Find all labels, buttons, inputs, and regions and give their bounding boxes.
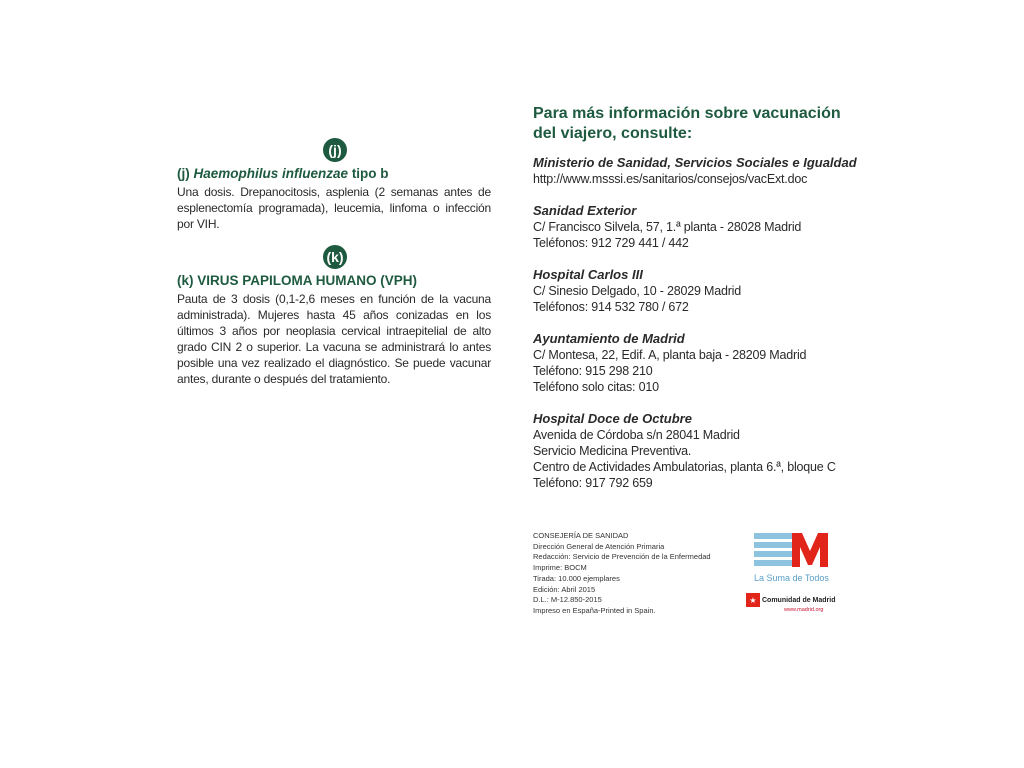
- contact-name: Ayuntamiento de Madrid: [533, 331, 685, 346]
- credit-line: CONSEJERÍA DE SANIDAD: [533, 531, 629, 540]
- contact-line: Teléfonos: 912 729 441 / 442: [533, 236, 689, 250]
- section-k-title: (k) VIRUS PAPILOMA HUMANO (VPH): [177, 273, 418, 288]
- section-k-badge: (k): [323, 245, 347, 269]
- publication-credits: [533, 531, 711, 617]
- contact-entry: [533, 267, 863, 315]
- right-column: [533, 104, 863, 507]
- comunidad-madrid-flag-icon: [746, 593, 760, 607]
- contact-entry: [533, 331, 863, 395]
- contact-name: Sanidad Exterior: [533, 203, 637, 218]
- contact-line: http://www.msssi.es/sanitarios/consejos/vacExt.doc: [533, 172, 808, 186]
- contact-entry: [533, 155, 863, 187]
- info-title: Para más información sobre vacunación del viajero, consulte:: [533, 105, 841, 142]
- contact-line: Avenida de Córdoba s/n 28041 Madrid: [533, 428, 740, 442]
- left-column: [177, 138, 491, 387]
- comunidad-madrid-logo: [740, 527, 848, 619]
- credit-line: Tirada: 10.000 ejemplares: [533, 573, 620, 583]
- section-j-badge: (j): [323, 138, 347, 162]
- credit-line: Edición: Abril 2015: [533, 584, 596, 594]
- contact-line: C/ Sinesio Delgado, 10 - 28029 Madrid: [533, 284, 742, 298]
- contact-name: Hospital Carlos III: [533, 267, 643, 282]
- credit-line: D.L.: M-12.850-2015: [533, 595, 602, 605]
- credit-line: Imprime: BOCM: [533, 563, 587, 573]
- contact-line: Teléfono solo citas: 010: [533, 380, 659, 394]
- contact-line: Teléfono: 917 792 659: [533, 476, 653, 490]
- contact-name: Ministerio de Sanidad, Servicios Sociales e Igualdad: [533, 155, 857, 170]
- contact-list: [533, 155, 863, 491]
- section-k: [177, 245, 491, 387]
- contact-line: C/ Montesa, 22, Edif. A, planta baja - 28209 Madrid: [533, 348, 807, 362]
- org-url: www.madrid.org: [784, 607, 824, 613]
- credit-line: Impreso en España-Printed in Spain.: [533, 605, 656, 615]
- contact-line: Servicio Medicina Preventiva.: [533, 444, 692, 458]
- contact-line: Teléfonos: 914 532 780 / 672: [533, 300, 689, 314]
- section-j-body: Una dosis. Drepanocitosis, asplenia (2 semanas antes de esplenectomía programada), leucemia, linfoma o infección por VIH.: [177, 185, 491, 231]
- contact-entry: [533, 411, 863, 491]
- svg-text:★: ★: [749, 596, 757, 605]
- credit-line: Dirección General de Atención Primaria: [533, 541, 665, 551]
- contact-line: Centro de Actividades Ambulatorias, planta 6.ª, bloque C: [533, 460, 836, 474]
- contact-entry: [533, 203, 863, 251]
- suma-de-todos-logo-icon: [740, 527, 848, 597]
- org-name: Comunidad de Madrid: [762, 597, 836, 604]
- contact-name: Hospital Doce de Octubre: [533, 411, 692, 426]
- credit-line: Redacción: Servicio de Prevención de la Enfermedad: [533, 552, 711, 562]
- section-j-title: (j) Haemophilus influenzae tipo b: [177, 166, 389, 181]
- contact-line: Teléfono: 915 298 210: [533, 364, 653, 378]
- logo-tagline: La Suma de Todos: [754, 573, 829, 583]
- section-k-body: Pauta de 3 dosis (0,1-2,6 meses en función de la vacuna administrada). Mujeres hasta 45 años conizadas en los últimos 3 años por neoplasia cervical intraepitelial de alto grado CIN 2 o superior. La vacuna se administrará lo antes posible una vez realizado el diagnóstico. Se puede vacunar antes, durante o después del tratamiento.: [177, 292, 491, 386]
- contact-line: C/ Francisco Silvela, 57, 1.ª planta - 28028 Madrid: [533, 220, 802, 234]
